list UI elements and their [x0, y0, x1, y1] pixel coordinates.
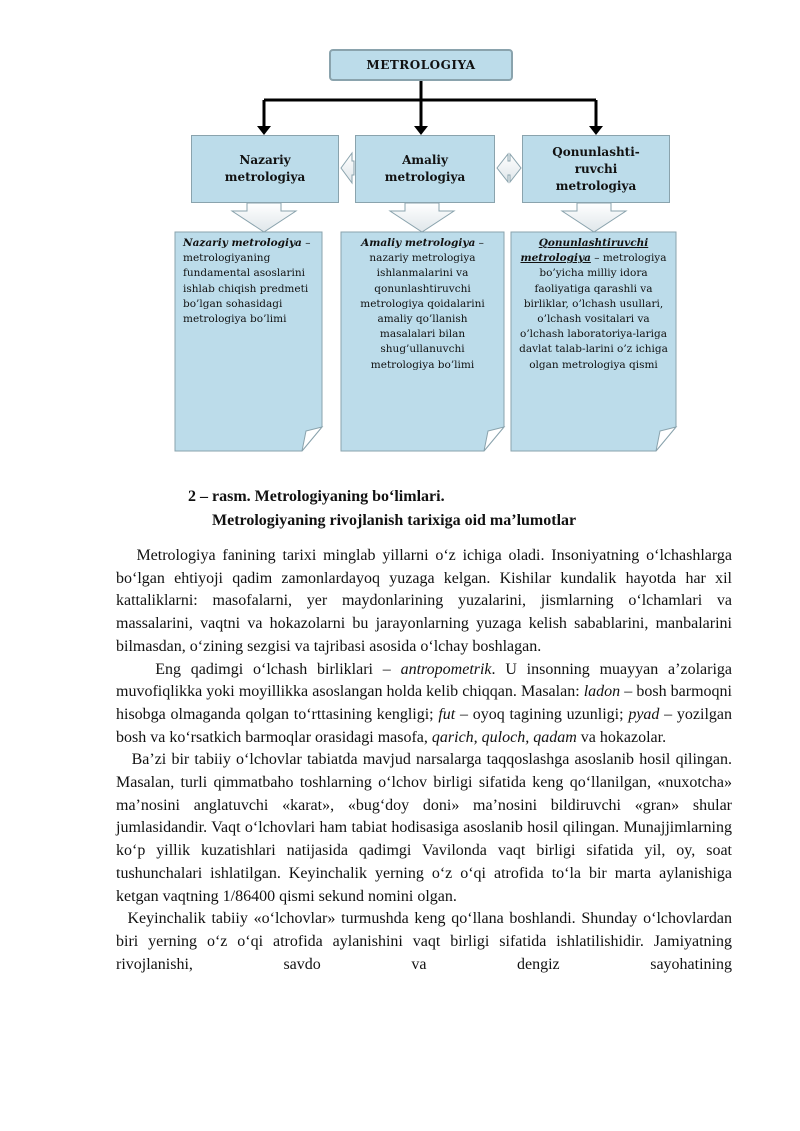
term-ladon: ladon [583, 683, 621, 701]
connector-lines [264, 81, 596, 128]
connector-arrowheads [257, 126, 603, 135]
paragraph-2-text: – oyoq tagining uzunligi; [455, 705, 629, 723]
root-label: METROLOGIYA [366, 58, 476, 72]
description-amaliy [341, 232, 504, 451]
description-body: – metrologiya bo’yicha milliy idora faoliyatiga qarashli va birliklar, o’lchash usullari, o’lchash vositalari va o’lchash laboratoriya-lariga davlat talab-larini o’z ichiga olgan metrologiya qismi [519, 252, 668, 371]
term-antropometrik: antropometrik [400, 660, 492, 678]
paragraph-4 [116, 908, 732, 976]
description-term: Nazariy metrologiya [183, 237, 302, 249]
double-arrow-left [341, 153, 354, 183]
description-term: Amaliy metrologiya [361, 237, 476, 249]
branch-box-amaliy [355, 135, 495, 203]
branch-box-nazariy [191, 135, 339, 203]
branch-label-line1: Nazariy [239, 153, 291, 167]
description-body: – metrologiyaning fundamental asoslarini ishlab chiqish predmeti bo’lgan sohasidagi metrologiya bo’limi [183, 237, 311, 326]
branch-label-line2: ruvchi [574, 161, 618, 176]
branch-label-line1: Amaliy [402, 153, 448, 167]
paragraph-2-text: Eng qadimgi o‘lchash birliklari – [155, 660, 401, 678]
description-body: – nazariy metrologiya ishlanmalarini va qonunlashtiruvchi metrologiya qoidalarini amaliy qo’llanish masalalari bilan shug’ullanuvchi metrologiya bo’limi [360, 237, 485, 371]
root-box-metrologiya [329, 49, 513, 81]
branch-label-line2: metrologiya [384, 170, 466, 184]
paragraph-2 [116, 659, 732, 750]
paragraph-1-text: Metrologiya fanining tarixi minglab yillarni o‘z ichiga oladi. Insoniyatning o‘lchashlarga bo‘lgan ehtiyoji qadim zamonlardayoq yuzaga kelgan. Kishilar kundalik hayotda har xil kattaliklarni: masofalarni, yer maydonlarining yuzalarini, jismlarning o‘lchamlari va massalarini, vaqtni va hokazolarni bu jarayonlarning yuzaga kelish sabablarini, manbalarini bilmasdan, o‘zining sezgisi va tajribasi asosida o‘lchay boshlagan. [116, 547, 733, 655]
description-term: Qonunlashtiruvchi metrologiya [520, 237, 649, 265]
paragraph-3-text: Ba’zi bir tabiiy o‘lchovlar tabiatda mavjud narsalarga taqqoslashga asoslanib hosil qilingan. Masalan, turli qimmatbaho toshlarning o‘lchov birligi sifatida keng qo‘llanilgan, «nuxotcha» ma’nosini anglatuvchi «karat», «bug‘doy doni» ma’nosini bildiruvchi «gran» shular jumlasidandir. Vaqt o‘lchovlari ham tabiat hodisasiga asoslanib hosil qilingan. Munajjimlarning ko‘p yillik kuzatishlari natijasida qadimgi Vavilonda vaqt birligi sifatida yil, oy, soat tushunchalari ishlatilgan. Keyinchalik yerning o‘z o‘qi atrofida to‘la bir marta aylanishiga ketgan vaqtning 1/86400 qismi sekund nomini olgan. [116, 751, 733, 905]
paragraph-4-text: Keyinchalik tabiiy «o‘lchovlar» turmushda keng qo‘llana boshlandi. Shunday o‘lchovlardan biri yerning o‘z o‘qi atrofida aylanishini vaqt birligi sifatida ishlatilishidir. Jamiyatning rivojlanishi, savdo va dengiz sayohatining [116, 910, 732, 973]
branch-label-line2: metrologiya [224, 170, 306, 184]
paragraph-2-text: . U insonning muayyan a’zolariga muvofiqlikka yoki moyillikka asoslangan holda kelib chiqqan. Masalan: [116, 660, 732, 701]
paragraph-3 [116, 749, 732, 908]
paragraph-2-text: – yozilgan bosh va ko‘rsatkich barmoqlar orasidagi masofa, [116, 705, 733, 746]
metrology-diagram [0, 0, 800, 470]
term-fut: fut [438, 705, 456, 723]
term-list: qarich, quloch, qadam [431, 728, 577, 746]
term-pyad: pyad [628, 705, 660, 723]
body-text [116, 545, 732, 976]
figure-caption: 2 – rasm. Metrologiyaning bo‘limlari. [188, 488, 445, 505]
paragraph-2-text: – bosh barmoqni hisobga olmaganda qolgan to‘rttasining kengligi; [116, 683, 732, 723]
branch-label-line3: metrologiya [555, 178, 637, 193]
branch-label-line1: Qonunlashti- [552, 144, 640, 159]
down-arrows [232, 203, 626, 232]
paragraph-2-text: va hokazolar. [576, 728, 667, 746]
paragraph-1 [116, 545, 732, 659]
section-title: Metrologiyaning rivojlanish tarixiga oid ma’lumotlar [212, 512, 577, 529]
double-arrow-right [497, 154, 521, 182]
description-qonunlashtiruvchi [511, 232, 676, 451]
branch-box-qonunlashtiruvchi [522, 135, 670, 203]
description-nazariy [175, 232, 322, 451]
